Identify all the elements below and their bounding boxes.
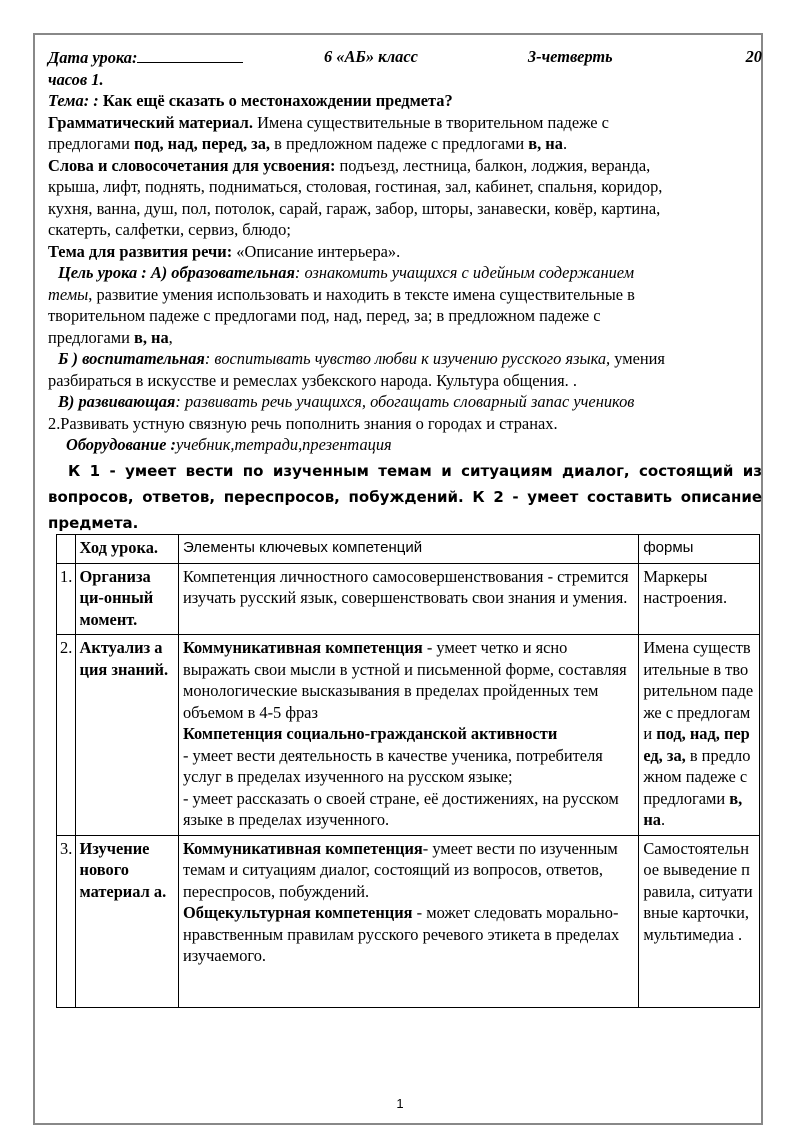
- goal-a-line-1: Цель урока : А) образовательная: ознакомить учащихся с идейным содержанием: [58, 263, 635, 282]
- grammar-line-1: Грамматический материал. Имена существительные в творительном падеже с: [48, 112, 609, 132]
- goal-a-line-2: темы, развитие умения использовать и находить в тексте имена существительные в: [48, 284, 635, 304]
- vocab-line-3: кухня, ванна, душ, пол, потолок, сарай, гараж, забор, шторы, занавески, ковёр, картина,: [48, 198, 661, 218]
- competencies-line-1: К 1 - умеет вести по изученным темам и ситуациям диалог, состоящий из: [68, 461, 762, 480]
- row-forms: Маркеры настроения.: [639, 563, 760, 635]
- header-forms-cell: формы: [639, 535, 760, 564]
- header-stage-cell: Ход урока.: [75, 535, 178, 564]
- grammar-line-2: предлогами под, над, перед, за, в предложном падеже с предлогами в, на.: [48, 134, 568, 153]
- competencies-line-3: предмета.: [48, 513, 139, 532]
- lesson-hours: часов 1.: [48, 69, 104, 89]
- lesson-quarter: 3-четверть: [527, 47, 613, 66]
- goal-a-line-4: предлогами в, на,: [48, 327, 173, 347]
- topic-line: Тема: : Как ещё сказать о местонахождении предмета?: [48, 91, 453, 110]
- row-elements: Коммуникативная компетенция- умеет вести по изученным темам и ситуациям диалог, состоящий из вопросов, ответов, переспросов, побуждений. Общекультурная компетенция - может следовать морально-нравственным правилам русского речевого этикета в пределах изучаемого.: [178, 835, 638, 1007]
- page-number: 1: [396, 1096, 404, 1111]
- vocab-line-4: скатерть, салфетки, сервиз, блюдо;: [48, 220, 291, 239]
- lesson-plan-table: [56, 534, 760, 1008]
- row-elements: Коммуникативная компетенция - умеет четко и ясно выражать свои мысли в устной и письменной форме, составляя монологические высказывания в пределах пройденных тем объемом в 4-5 фраз Компетенция социально-гражданской активности - умеет вести деятельность в качестве ученика, потребителя услуг в пределах изученного на русском языке; - умеет рассказать о своей стране, её достижениях, на русском языке в пределах изученного.: [178, 635, 638, 836]
- lesson-date: Дата урока:: [48, 46, 318, 69]
- row-forms: Самостоятельное выведение правила, ситуативные карточки, мультимедиа .: [639, 835, 760, 1007]
- goal-b-line-1: Б ) воспитательная: воспитывать чувство любви к изучению русского языка, умения: [58, 349, 665, 368]
- document-body: [48, 46, 762, 536]
- vocab-line-1: Слова и словосочетания для усвоения: подъезд, лестница, балкон, лоджия, веранда,: [48, 155, 651, 175]
- row-stage: Актуализ а ция знаний.: [75, 635, 178, 836]
- goal-b-line-2: разбираться в искусстве и ремеслах узбекского народа. Культура общения. .: [48, 370, 577, 390]
- competencies-line-2: вопросов, ответов, переспросов, побуждений. К 2 - умеет составить описание: [48, 487, 762, 506]
- table-row: [57, 635, 760, 836]
- row-number: 3.: [57, 835, 76, 1007]
- equipment-line: Оборудование :учебник,тетради,презентация: [66, 435, 392, 454]
- row-stage: Организа ци-онный момент.: [75, 563, 178, 635]
- table-row: [57, 835, 760, 1007]
- lesson-grade: 6 «АБ» класс: [324, 47, 418, 66]
- goal-a-line-3: творительном падеже с предлогами под, над, перед, за; в предложном падеже с: [48, 306, 601, 325]
- row-elements: Компетенция личностного самосовершенствования - стремится изучать русский язык, совершенствовать свои знания и умения.: [178, 563, 638, 635]
- row-number: 2.: [57, 635, 76, 836]
- lesson-header: [48, 46, 762, 69]
- header-num-cell: [57, 535, 76, 564]
- row-stage: Изучение нового материал а.: [75, 835, 178, 1007]
- speech-topic: Тема для развития речи: «Описание интерьера».: [48, 241, 401, 261]
- lesson-hours-num: 20: [745, 47, 762, 66]
- table-header-row: [57, 535, 760, 564]
- goal-c-line-2: 2.Развивать устную связную речь пополнить знания о городах и странах.: [48, 413, 558, 433]
- competencies-block: [48, 458, 762, 536]
- goal-c-line-1: В) развивающая: развивать речь учащихся, обогащать словарный запас учеников: [58, 392, 635, 411]
- header-elements-cell: Элементы ключевых компетенций: [178, 535, 638, 564]
- table-row: [57, 563, 760, 635]
- vocab-line-2: крыша, лифт, поднять, подниматься, столовая, гостиная, зал, кабинет, спальня, коридор,: [48, 177, 663, 196]
- row-forms: Имена существительные в творительном падеже с предлогами под, над, перед, за, в предложном падеже с предлогами в, на.: [639, 635, 760, 836]
- row-number: 1.: [57, 563, 76, 635]
